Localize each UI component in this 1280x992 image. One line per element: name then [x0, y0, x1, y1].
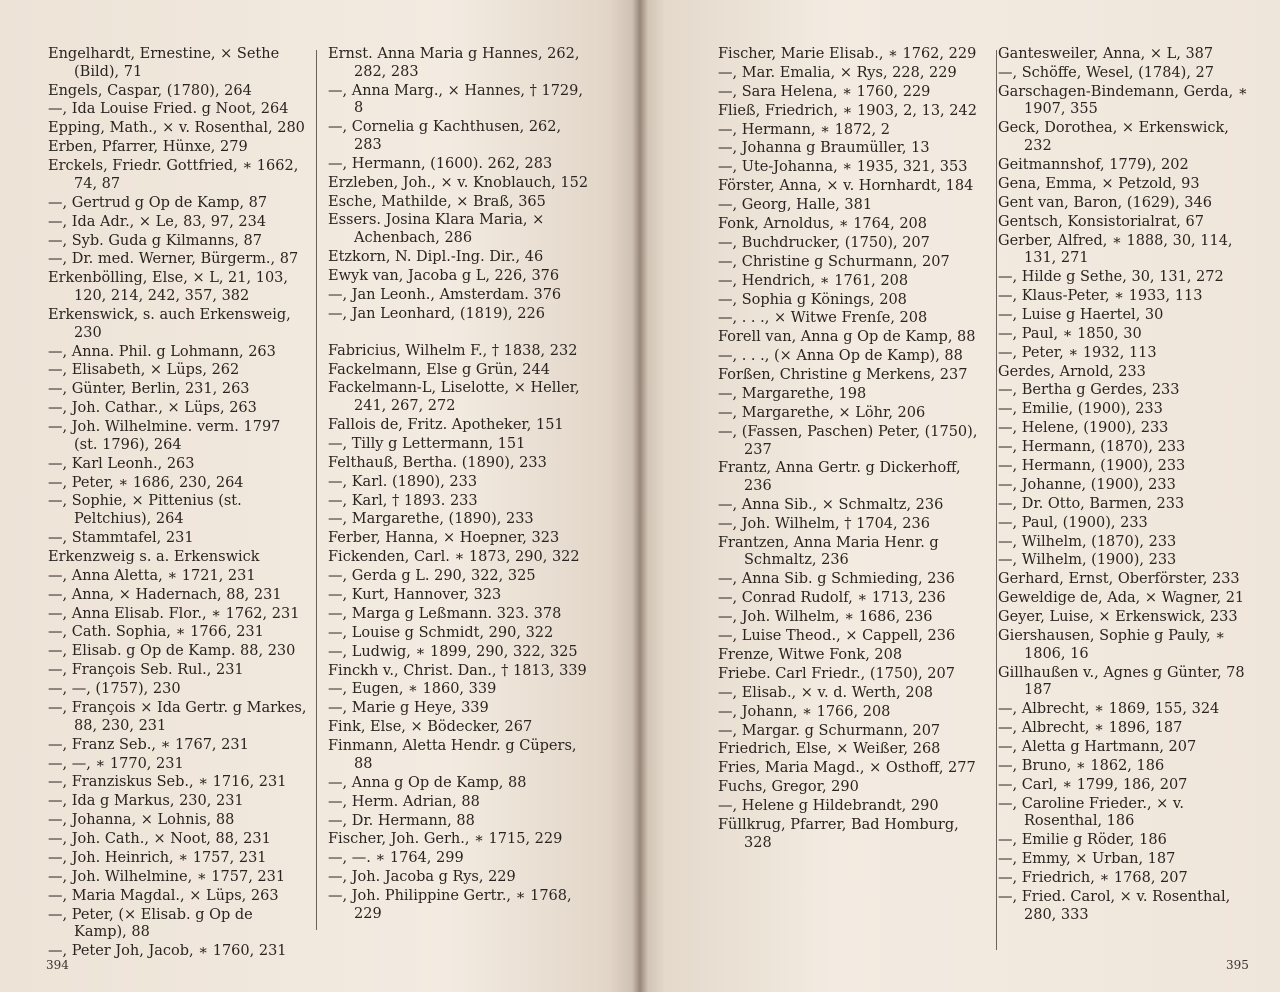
index-entry: —, Joh. Wilhelm, ∗ 1686, 236: [718, 609, 933, 626]
index-entry: Erkenswick, s. auch Erkensweig, 230: [48, 306, 291, 341]
index-entry: —, Jan Leonhard, (1819), 226: [328, 305, 545, 322]
book-gutter: [632, 0, 648, 992]
index-entry: Frenze, Witwe Fonk, 208: [718, 646, 903, 663]
index-entry: —, Cath. Sophia, ∗ 1766, 231: [48, 624, 264, 641]
index-entry: —, Joh. Heinrich, ∗ 1757, 231: [48, 849, 267, 866]
index-entry: —, Franziskus Seb., ∗ 1716, 231: [48, 774, 287, 791]
index-entry: —, Joh. Philippine Gertr., ∗ 1768, 229: [328, 888, 572, 922]
index-entry: —, Hendrich, ∗ 1761, 208: [718, 272, 909, 289]
index-entry: Gerber, Alfred, ∗ 1888, 30, 114, 131, 271: [998, 232, 1233, 267]
index-entry: Forell van, Anna g Op de Kamp, 88: [718, 329, 976, 346]
index-entry: —, Margarethe, 198: [718, 386, 867, 403]
index-entry: Erzleben, Joh., × v. Knoblauch, 152: [328, 174, 589, 191]
index-entry: —, Hermann, (1900), 233: [998, 458, 1186, 475]
index-entry: —, Elisabeth, × Lüps, 262: [48, 362, 240, 379]
index-entry: —, Franz Seb., ∗ 1767, 231: [48, 736, 249, 753]
index-entry: —, François × Ida Gertr. g Markes, 88, 230, 231: [48, 700, 307, 734]
index-entry: —, —, ∗ 1770, 231: [48, 755, 184, 772]
index-entry: Esche, Mathilde, × Braß, 365: [328, 193, 546, 210]
index-entry: —, Paul, ∗ 1850, 30: [998, 325, 1142, 342]
index-entry: Ewyk van, Jacoba g L, 226, 376: [328, 267, 560, 284]
index-entry: —, Mar. Emalia, × Rys, 228, 229: [718, 64, 957, 81]
index-entry: Ernst. Anna Maria g Hannes, 262, 282, 283: [328, 46, 580, 80]
index-entry: —, Hilde g Sethe, 30, 131, 272: [998, 269, 1224, 286]
index-entry: Etzkorn, N. Dipl.-Ing. Dir., 46: [328, 249, 544, 266]
index-entry: —, Buchdrucker, (1750), 207: [718, 234, 930, 251]
index-entry: —, Ida Adr., × Le, 83, 97, 234: [48, 213, 267, 230]
index-entry: —, . . ., (× Anna Op de Kamp), 88: [718, 348, 963, 365]
index-entry: —, Bruno, ∗ 1862, 186: [998, 757, 1165, 774]
index-entry: —, Joh. Jacoba g Rys, 229: [328, 869, 516, 886]
index-column-3: [718, 46, 978, 854]
index-entry: —, Anna Marg., × Hannes, † 1729, 8: [328, 82, 583, 117]
index-entry: —, Conrad Rudolf, ∗ 1713, 236: [718, 590, 946, 607]
index-entry: —, Bertha g Gerdes, 233: [998, 382, 1180, 399]
index-entry: Geck, Dorothea, × Erkenswick, 232: [998, 120, 1229, 155]
index-entry: Fackelmann-L, Liselotte, × Heller, 241, 267, 272: [328, 380, 580, 415]
index-entry: Ganteswеiler, Anna, × L, 387: [998, 46, 1214, 62]
index-entry: Frantz, Anna Gertr. g Dickerhoff, 236: [718, 460, 961, 495]
index-entry: —, Sara Helena, ∗ 1760, 229: [718, 83, 931, 100]
index-entry: Fickenden, Carl. ∗ 1873, 290, 322: [328, 549, 580, 566]
index-entry: Geweldige de, Ada, × Wagner, 21: [998, 590, 1245, 607]
index-entry: —, Joh. Cathar., × Lüps, 263: [48, 400, 257, 417]
index-entry: —, Anna Elisab. Flor., ∗ 1762, 231: [48, 605, 300, 622]
index-entry: —, Johanna g Braumüller, 13: [718, 140, 930, 157]
index-entry: —, Luise g Haertel, 30: [998, 306, 1164, 323]
index-entry: Erckels, Friedr. Gottfried, ∗ 1662, 74, 87: [48, 158, 299, 192]
index-entry: —, Ludwig, ∗ 1899, 290, 322, 325: [328, 643, 578, 660]
index-entry: Fonk, Arnoldus, ∗ 1764, 208: [718, 216, 927, 233]
index-entry: —, Fried. Carol, × v. Rosenthal, 280, 333: [998, 888, 1231, 923]
right-page: [640, 0, 1280, 992]
index-entry: —, Stammtafel, 231: [48, 530, 194, 547]
index-entry: —, Johanna, × Lohnis, 88: [48, 812, 235, 829]
index-entry: —, Maria Magdal., × Lüps, 263: [48, 887, 279, 904]
index-entry: Erkenzweig s. a. Erkenswick: [48, 548, 260, 565]
index-entry: —, Günter, Berlin, 231, 263: [48, 381, 250, 398]
index-entry: Förster, Anna, × v. Hornhardt, 184: [718, 178, 974, 195]
column-divider: [316, 50, 317, 930]
index-entry: —, Sophia g Könings, 208: [718, 291, 907, 308]
index-entry: —, Helene, (1900), 233: [998, 420, 1169, 437]
index-entry: Garschagen-Bindemann, Gerda, ∗ 1907, 355: [998, 83, 1248, 118]
index-entry: —, Syb. Guda g Kilmanns, 87: [48, 232, 262, 249]
index-entry: —, Anna Sib. g Schmieding, 236: [718, 571, 955, 588]
index-entry: —, Margarethe, (1890), 233: [328, 511, 534, 528]
index-entry: —, Anna g Op de Kamp, 88: [328, 774, 527, 791]
index-entry: —, Peter Joh, Jacob, ∗ 1760, 231: [48, 943, 287, 960]
index-entry: Finckh v., Christ. Dan., † 1813, 339: [328, 662, 587, 679]
index-entry: —, Joh. Wilhelmine, ∗ 1757, 231: [48, 868, 286, 885]
index-entry: —, Jan Leonh., Amsterdam. 376: [328, 286, 562, 303]
index-entry: —, Elisab., × v. d. Werth, 208: [718, 684, 934, 701]
index-entry: Fink, Else, × Bödecker, 267: [328, 719, 533, 736]
index-entry: Friebe. Carl Friedr., (1750), 207: [718, 665, 955, 682]
index-entry: —, . . ., × Witwe Frenſe, 208: [718, 310, 928, 327]
index-entry: —, Schöffe, Wesel, (1784), 27: [998, 64, 1215, 81]
index-entry: Erben, Pfarrer, Hünxe, 279: [48, 139, 248, 156]
index-entry: —, Margarethe, × Löhr, 206: [718, 404, 926, 421]
index-entry: —, Christine g Schurmann, 207: [718, 253, 950, 270]
index-entry: —, Ute-Johanna, ∗ 1935, 321, 353: [718, 159, 968, 176]
index-entry: Forßen, Christine g Merkens, 237: [718, 367, 968, 384]
index-entry: —, Dr. med. Werner, Bürgerm., 87: [48, 251, 299, 268]
index-entry: —, Emilie g Röder, 186: [998, 832, 1167, 849]
index-entry: —, Marie g Heye, 339: [328, 700, 489, 717]
index-entry: Fackelmann, Else g Grün, 244: [328, 361, 550, 378]
index-entry: —, (Fassen, Paschen) Peter, (1750), 237: [718, 423, 978, 458]
index-entry: —, Karl, † 1893. 233: [328, 492, 478, 509]
index-entry: Friedrich, Else, × Weißer, 268: [718, 741, 941, 758]
index-entry: —, Anna Sib., × Schmaltz, 236: [718, 497, 944, 513]
index-entry: —, Marga g Leßmann. 323. 378: [328, 605, 562, 622]
index-entry: —, Margar. g Schurmann, 207: [718, 722, 941, 739]
index-entry: —, Eugen, ∗ 1860, 339: [328, 681, 497, 698]
index-entry: —, Friedrich, ∗ 1768, 207: [998, 870, 1188, 887]
index-entry: —, Peter, ∗ 1932, 113: [998, 344, 1157, 361]
section-gap: [328, 325, 590, 343]
index-entry: —, Johann, ∗ 1766, 208: [718, 703, 891, 720]
index-entry: Fischer, Joh. Gerh., ∗ 1715, 229: [328, 831, 563, 848]
index-entry: Essers. Josina Klara Maria, × Achenbach, 286: [328, 212, 545, 247]
index-entry: —, Gertrud g Op de Kamp, 87: [48, 194, 268, 211]
index-entry: Fallois de, Fritz. Apotheker, 151: [328, 416, 564, 433]
index-entry: —, Wilhelm, (1870), 233: [998, 533, 1177, 550]
index-entry: Epping, Math., × v. Rosenthal, 280: [48, 120, 305, 137]
index-entry: —, Joh. Wilhelmine. verm. 1797 (st. 1796), 264: [48, 419, 281, 453]
index-entry: Gent van, Baron, (1629), 346: [998, 194, 1212, 211]
index-entry: —, Gerda g L. 290, 322, 325: [328, 568, 536, 585]
index-entry: —, Ida Louise Fried. g Noot, 264: [48, 101, 289, 118]
index-entry: —, Anna. Phil. g Lohmann, 263: [48, 343, 276, 360]
index-entry: —, Anna Aletta, ∗ 1721, 231: [48, 567, 256, 584]
index-entry: —, Elisab. g Op de Kamp. 88, 230: [48, 643, 296, 660]
index-entry: Geitmannshof, 1779), 202: [998, 156, 1189, 173]
index-entry: —, Carl, ∗ 1799, 186, 207: [998, 776, 1188, 793]
index-entry: —, Georg, Halle, 381: [718, 197, 873, 214]
index-entry: Gerdes, Arnold, 233: [998, 363, 1146, 380]
index-entry: —, Emmy, × Urban, 187: [998, 851, 1176, 868]
index-entry: Fries, Maria Magd., × Osthoff, 277: [718, 760, 976, 777]
index-column-2: [328, 46, 590, 925]
index-column-4: [998, 46, 1253, 926]
index-entry: —, Tilly g Lettermann, 151: [328, 435, 526, 452]
index-entry: Gena, Emma, × Petzold, 93: [998, 175, 1200, 192]
index-entry: —, Hermann, (1870), 233: [998, 439, 1186, 456]
index-entry: Geyer, Luise, × Erkenswick, 233: [998, 609, 1238, 626]
page-number-left: 394: [46, 958, 69, 972]
index-entry: Fabricius, Wilhelm F., † 1838, 232: [328, 342, 578, 359]
index-entry: —, Kurt, Hannover, 323: [328, 587, 502, 603]
index-entry: —, Albrecht, ∗ 1896, 187: [998, 720, 1183, 737]
index-entry: —, Anna, × Hadernach, 88, 231: [48, 586, 282, 603]
page-number-right: 395: [1226, 958, 1249, 972]
index-entry: —, Wilhelm, (1900), 233: [998, 552, 1177, 569]
index-entry: —, Sophie, × Pittenius (st. Peltchius), 264: [48, 493, 242, 528]
index-entry: —, Ida g Markus, 230, 231: [48, 793, 244, 810]
index-entry: —, Dr. Otto, Barmen, 233: [998, 495, 1185, 512]
index-entry: Erkenbölling, Else, × L, 21, 103, 120, 214, 242, 357, 382: [48, 270, 289, 305]
index-entry: —, —. ∗ 1764, 299: [328, 850, 464, 867]
index-entry: Finmann, Aletta Hendr. g Cüpers, 88: [328, 738, 577, 772]
index-entry: Gerhard, Ernst, Oberförster, 233: [998, 571, 1240, 588]
index-entry: —, Dr. Hermann, 88: [328, 812, 475, 829]
index-entry: Felthauß, Bertha. (1890), 233: [328, 454, 547, 471]
index-entry: —, Cornelia g Kachthusen, 262, 283: [328, 119, 562, 153]
index-entry: —, Joh. Cath., × Noot, 88, 231: [48, 831, 271, 848]
index-column-1: [48, 46, 308, 962]
index-entry: —, Emilie, (1900), 233: [998, 401, 1163, 418]
index-entry: —, François Seb. Rul., 231: [48, 662, 244, 679]
index-entry: —, Johanne, (1900), 233: [998, 476, 1176, 493]
index-entry: Fischer, Marie Elisab., ∗ 1762, 229: [718, 46, 977, 62]
index-entry: —, Karl. (1890), 233: [328, 473, 478, 490]
index-entry: —, —, (1757), 230: [48, 681, 181, 698]
index-entry: Fließ, Friedrich, ∗ 1903, 2, 13, 242: [718, 102, 977, 119]
index-entry: Giershausen, Sophie g Pauly, ∗ 1806, 16: [998, 628, 1226, 662]
index-entry: Engels, Caspar, (1780), 264: [48, 82, 252, 99]
index-entry: —, Joh. Wilhelm, † 1704, 236: [718, 515, 930, 532]
index-entry: —, Helene g Hildebrandt, 290: [718, 798, 939, 815]
index-entry: —, Peter, ∗ 1686, 230, 264: [48, 474, 244, 491]
index-entry: —, Herm. Adrian, 88: [328, 793, 480, 810]
index-entry: —, Caroline Frieder., × v. Rosenthal, 186: [998, 795, 1185, 830]
index-entry: —, Luise Theod., × Cappell, 236: [718, 628, 956, 645]
index-entry: Gentsch, Konsistorialrat, 67: [998, 213, 1204, 230]
column-divider: [996, 50, 997, 950]
index-entry: —, Hermann, (1600). 262, 283: [328, 155, 553, 172]
index-entry: Fuchs, Gregor, 290: [718, 779, 859, 796]
index-entry: Füllkrug, Pfarrer, Bad Homburg, 328: [718, 816, 959, 851]
index-entry: Gillhaußen v., Agnes g Günter, 78 187: [998, 664, 1245, 699]
index-entry: —, Klaus-Peter, ∗ 1933, 113: [998, 288, 1203, 305]
index-entry: Frantzen, Anna Maria Henr. g Schmaltz, 236: [718, 534, 939, 569]
index-entry: —, Karl Leonh., 263: [48, 455, 195, 472]
index-entry: —, Hermann, ∗ 1872, 2: [718, 121, 890, 138]
index-entry: Ferber, Hanna, × Hoepner, 323: [328, 530, 560, 547]
index-entry: —, Albrecht, ∗ 1869, 155, 324: [998, 701, 1220, 718]
index-entry: —, Louise g Schmidt, 290, 322: [328, 624, 554, 641]
index-entry: —, Peter, (× Elisab. g Op de Kamp), 88: [48, 906, 253, 941]
index-entry: —, Paul, (1900), 233: [998, 514, 1148, 531]
index-entry: Engelhardt, Ernestine, × Sethe (Bild), 71: [48, 46, 280, 80]
index-entry: —, Aletta g Hartmann, 207: [998, 739, 1197, 756]
